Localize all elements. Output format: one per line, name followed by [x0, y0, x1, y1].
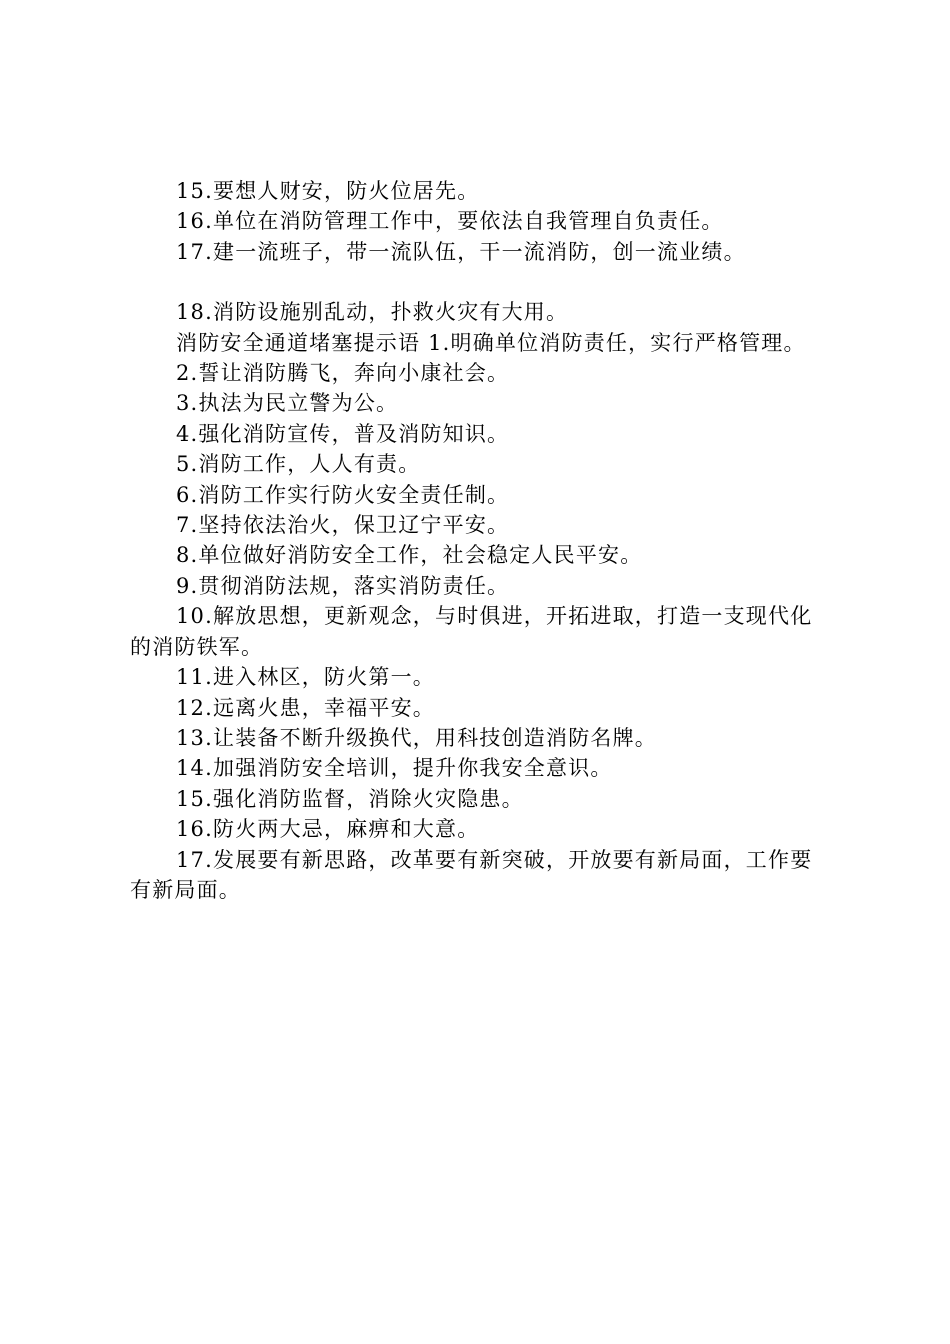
paragraph: 13.让装备不断升级换代，用科技创造消防名牌。 — [176, 725, 657, 750]
paragraph: 5.消防工作，人人有责。 — [176, 452, 421, 477]
paragraph: 15.强化消防监督，消除火灾隐患。 — [176, 786, 524, 811]
paragraph: 18.消防设施别乱动，扑救火灾有大用。 — [176, 300, 569, 325]
blank-line — [130, 267, 834, 297]
paragraph: 12.远离火患，幸福平安。 — [176, 695, 435, 720]
paragraph: 14.加强消防安全培训，提升你我安全意识。 — [176, 756, 613, 781]
paragraph: 17.建一流班子，带一流队伍，干一流消防，创一流业绩。 — [176, 239, 746, 264]
paragraph: 16.单位在消防管理工作中，要依法自我管理自负责任。 — [176, 209, 724, 234]
paragraph: 3.执法为民立警为公。 — [176, 391, 399, 416]
document-body — [130, 176, 834, 905]
paragraph: 9.贯彻消防法规，落实消防责任。 — [176, 573, 510, 598]
paragraph: 16.防火两大忌，麻痹和大意。 — [176, 817, 480, 842]
paragraph: 消防安全通道堵塞提示语 1.明确单位消防责任，实行严格管理。 — [176, 330, 806, 355]
paragraph: 11.进入林区，防火第一。 — [176, 665, 435, 690]
paragraph: 4.强化消防宣传，普及消防知识。 — [176, 421, 510, 446]
paragraph: 10.解放思想，更新观念，与时俱进，开拓进取，打造一支现代化的消防铁军。 — [130, 604, 813, 659]
paragraph: 17.发展要有新思路，改革要有新突破，开放要有新局面，工作要有新局面。 — [130, 847, 813, 902]
paragraph: 8.单位做好消防安全工作，社会稳定人民平安。 — [176, 543, 643, 568]
paragraph: 15.要想人财安，防火位居先。 — [176, 179, 480, 203]
paragraph: 6.消防工作实行防火安全责任制。 — [176, 482, 510, 507]
paragraph: 2.誓让消防腾飞，奔向小康社会。 — [176, 361, 510, 386]
paragraph: 7.坚持依法治火，保卫辽宁平安。 — [176, 513, 510, 538]
